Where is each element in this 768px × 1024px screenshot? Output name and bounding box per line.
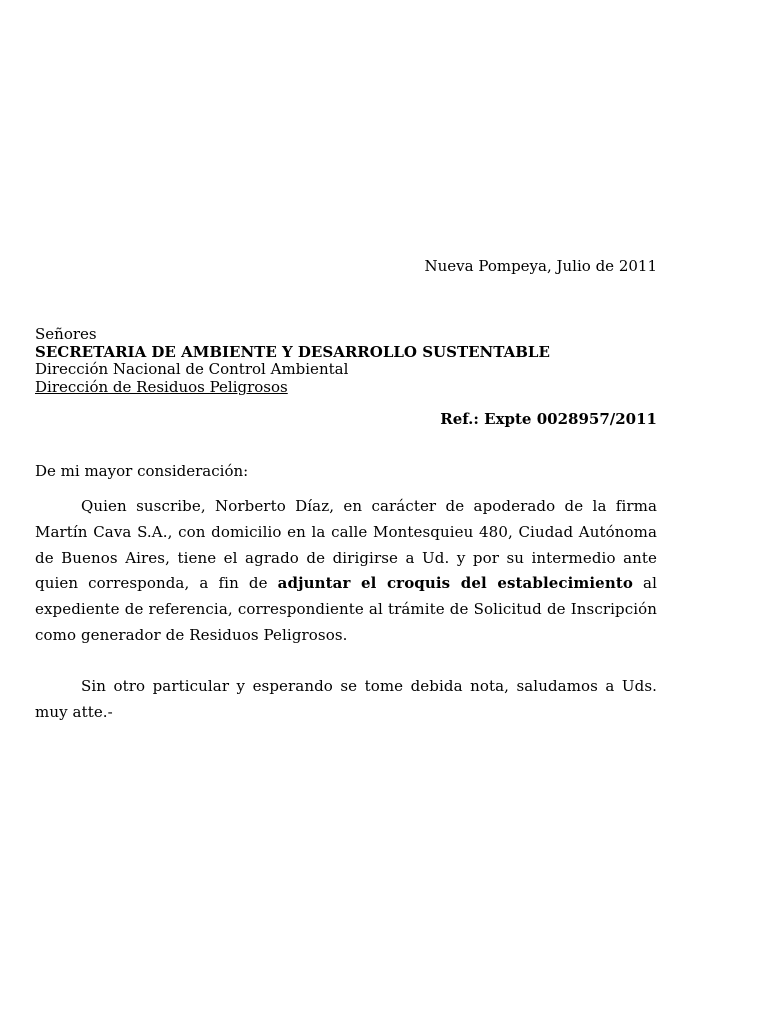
date-line: Nueva Pompeya, Julio de 2011 bbox=[424, 257, 657, 275]
body-paragraph-1-emphasis: adjuntar el croquis del establecimiento bbox=[277, 574, 633, 593]
body-paragraph-1-text-start: Quien suscribe, Norberto Díaz, en carácter de apoderado de la firma Martín Cava S.A., con domicilio en la calle Montesquieu 480, Ciudad Autónoma de Buenos Aires, tiene el agrado de dirigirse a Ud. y por su intermedio ante quien corresponda, a fin de bbox=[35, 497, 657, 593]
body-paragraph-1-text-end: al expediente de referencia, correspondiente al trámite de Solicitud de Inscripción como generador de Residuos Peligrosos. bbox=[35, 574, 657, 644]
reference-line: Ref.: Expte 0028957/2011 bbox=[440, 410, 657, 428]
salutation-header: Señores bbox=[35, 325, 97, 343]
body-paragraph-1 bbox=[35, 494, 657, 649]
body-paragraph-2: Sin otro particular y esperando se tome debida nota, saludamos a Uds. muy atte.- bbox=[35, 677, 657, 721]
recipient-organization: SECRETARIA DE AMBIENTE Y DESARROLLO SUSTENTABLE bbox=[35, 342, 550, 361]
recipient-block bbox=[35, 326, 550, 396]
recipient-office: Dirección de Residuos Peligrosos bbox=[35, 377, 288, 396]
greeting: De mi mayor consideración: bbox=[35, 462, 249, 480]
recipient-department: Dirección Nacional de Control Ambiental bbox=[35, 360, 349, 378]
